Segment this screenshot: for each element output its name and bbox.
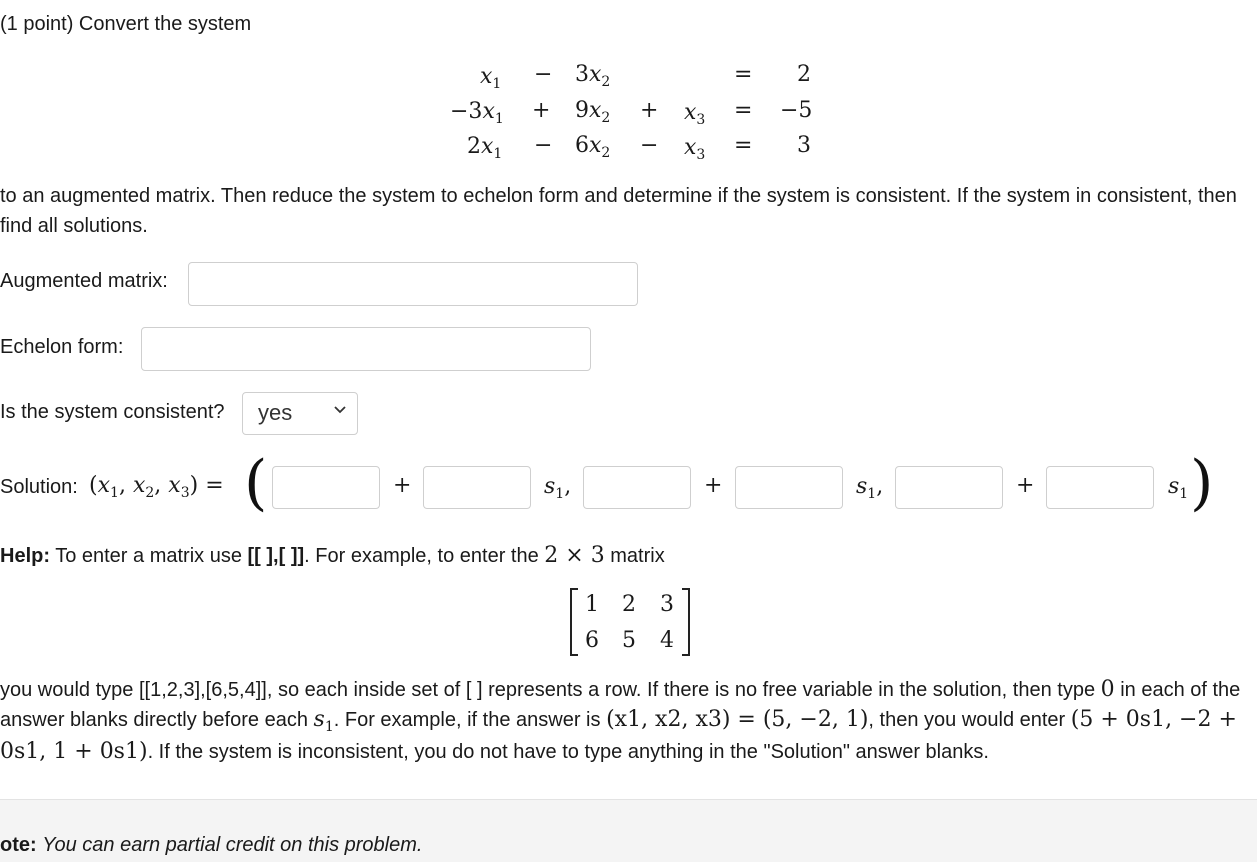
eq1-term2: $3x_2$: [575, 62, 611, 90]
solution-x2-coef-input[interactable]: [735, 466, 843, 509]
eq1-term1: $x_1$: [480, 64, 502, 92]
eq3-op1: −: [534, 133, 553, 158]
matrix-left-bracket: [570, 588, 578, 656]
solution-lhs: ($x_1$, $x_2$, $x_3$) =: [89, 473, 224, 501]
eq3-term2: $6x_2$: [575, 133, 611, 161]
help-line: [0, 543, 665, 568]
help-zero: 0: [1100, 677, 1115, 702]
echelon-form-input[interactable]: [141, 327, 591, 371]
solution-x3-const-input[interactable]: [895, 466, 1003, 509]
help-text2: . For example, to enter the: [304, 545, 539, 567]
eq3-term3: $x_3$: [684, 135, 706, 163]
param-s1: $s_1$: [1168, 474, 1189, 502]
help-bold: Help:: [0, 545, 50, 567]
note-text: You can earn partial credit on this problem.: [42, 834, 423, 856]
eq1-rhs: 2: [797, 62, 811, 87]
solution-x1-coef-input[interactable]: [423, 466, 531, 509]
consistent-select[interactable]: [242, 392, 358, 435]
eq3-equals: =: [734, 133, 753, 158]
help-para1c: . For example, if the answer is: [333, 709, 601, 731]
solution-close-paren: ): [1190, 448, 1214, 518]
help-dims: 2 × 3: [544, 543, 605, 568]
consistent-selected-value: yes: [258, 400, 293, 425]
help-para1d: , then you would enter: [868, 709, 1066, 731]
note-line: [0, 834, 422, 857]
matrix-cell: 2: [622, 592, 636, 617]
plus-sign: +: [393, 473, 412, 498]
note-bold: ote:: [0, 834, 37, 856]
matrix-cell: 6: [585, 628, 599, 653]
param-s1: $s_1$,: [544, 474, 572, 502]
augmented-label: Augmented matrix:: [0, 270, 168, 292]
help-code: [[ ],[ ]]: [247, 545, 305, 567]
eq3-op2: −: [640, 133, 659, 158]
help-s1: $s_1$: [313, 707, 334, 735]
eq2-term2: $9x_2$: [575, 98, 611, 126]
help-para1b: in each of the answer blanks directly before each: [0, 679, 1241, 731]
matrix-cell: 1: [585, 592, 599, 617]
eq3-rhs: 3: [797, 133, 811, 158]
eq2-op1: +: [532, 98, 551, 123]
eq2-rhs: −5: [780, 98, 813, 123]
solution-x1-const-input[interactable]: [272, 466, 380, 509]
solution-x2-const-input[interactable]: [583, 466, 691, 509]
help-para1e: . If the system is inconsistent, you do not have to type anything in the "Solution" answer blanks.: [147, 741, 989, 763]
plus-sign: +: [704, 473, 723, 498]
matrix-cell: 4: [660, 628, 674, 653]
help-paragraph: [0, 675, 1257, 767]
solution-label: Solution:: [0, 476, 78, 498]
eq2-term3: $x_3$: [684, 100, 706, 128]
eq3-term1: $2x_1$: [467, 134, 503, 162]
help-ans-tuple: (x1, x2, x3) = (5, −2, 1): [606, 707, 869, 732]
eq2-term1: $-3x_1$: [450, 99, 504, 127]
echelon-label: Echelon form:: [0, 336, 124, 358]
note-panel: [0, 799, 1257, 862]
help-text3: matrix: [610, 545, 665, 567]
param-s1: $s_1$,: [856, 474, 884, 502]
equation-system: [440, 58, 820, 168]
solution-x3-coef-input[interactable]: [1046, 466, 1154, 509]
matrix-cell: 5: [622, 628, 636, 653]
plus-sign: +: [1016, 473, 1035, 498]
example-matrix: [570, 588, 690, 654]
chevron-down-icon: [331, 401, 349, 419]
augmented-matrix-input[interactable]: [188, 262, 638, 306]
help-para1: you would type [[1,2,3],[6,5,4]], so each inside set of [ ] represents a row. If there is no free variable in the solution, then type: [0, 679, 1096, 701]
consistent-label: Is the system consistent?: [0, 401, 225, 423]
eq1-equals: =: [734, 62, 753, 87]
instructions-text: to an augmented matrix. Then reduce the system to echelon form and determine if the system is consistent. If the system in consistent, then find all solutions.: [0, 185, 1237, 237]
matrix-right-bracket: [682, 588, 690, 656]
eq2-equals: =: [734, 98, 753, 123]
matrix-cell: 3: [660, 592, 674, 617]
eq2-op2: +: [640, 98, 659, 123]
eq1-op1: −: [534, 62, 553, 87]
problem-heading: (1 point) Convert the system: [0, 13, 252, 35]
help-text1: To enter a matrix use: [55, 545, 242, 567]
help-enter-tuple: (5 + 0s1, −2 + 0s1, 1 + 0s1): [0, 707, 1237, 764]
solution-open-paren: (: [244, 448, 268, 518]
